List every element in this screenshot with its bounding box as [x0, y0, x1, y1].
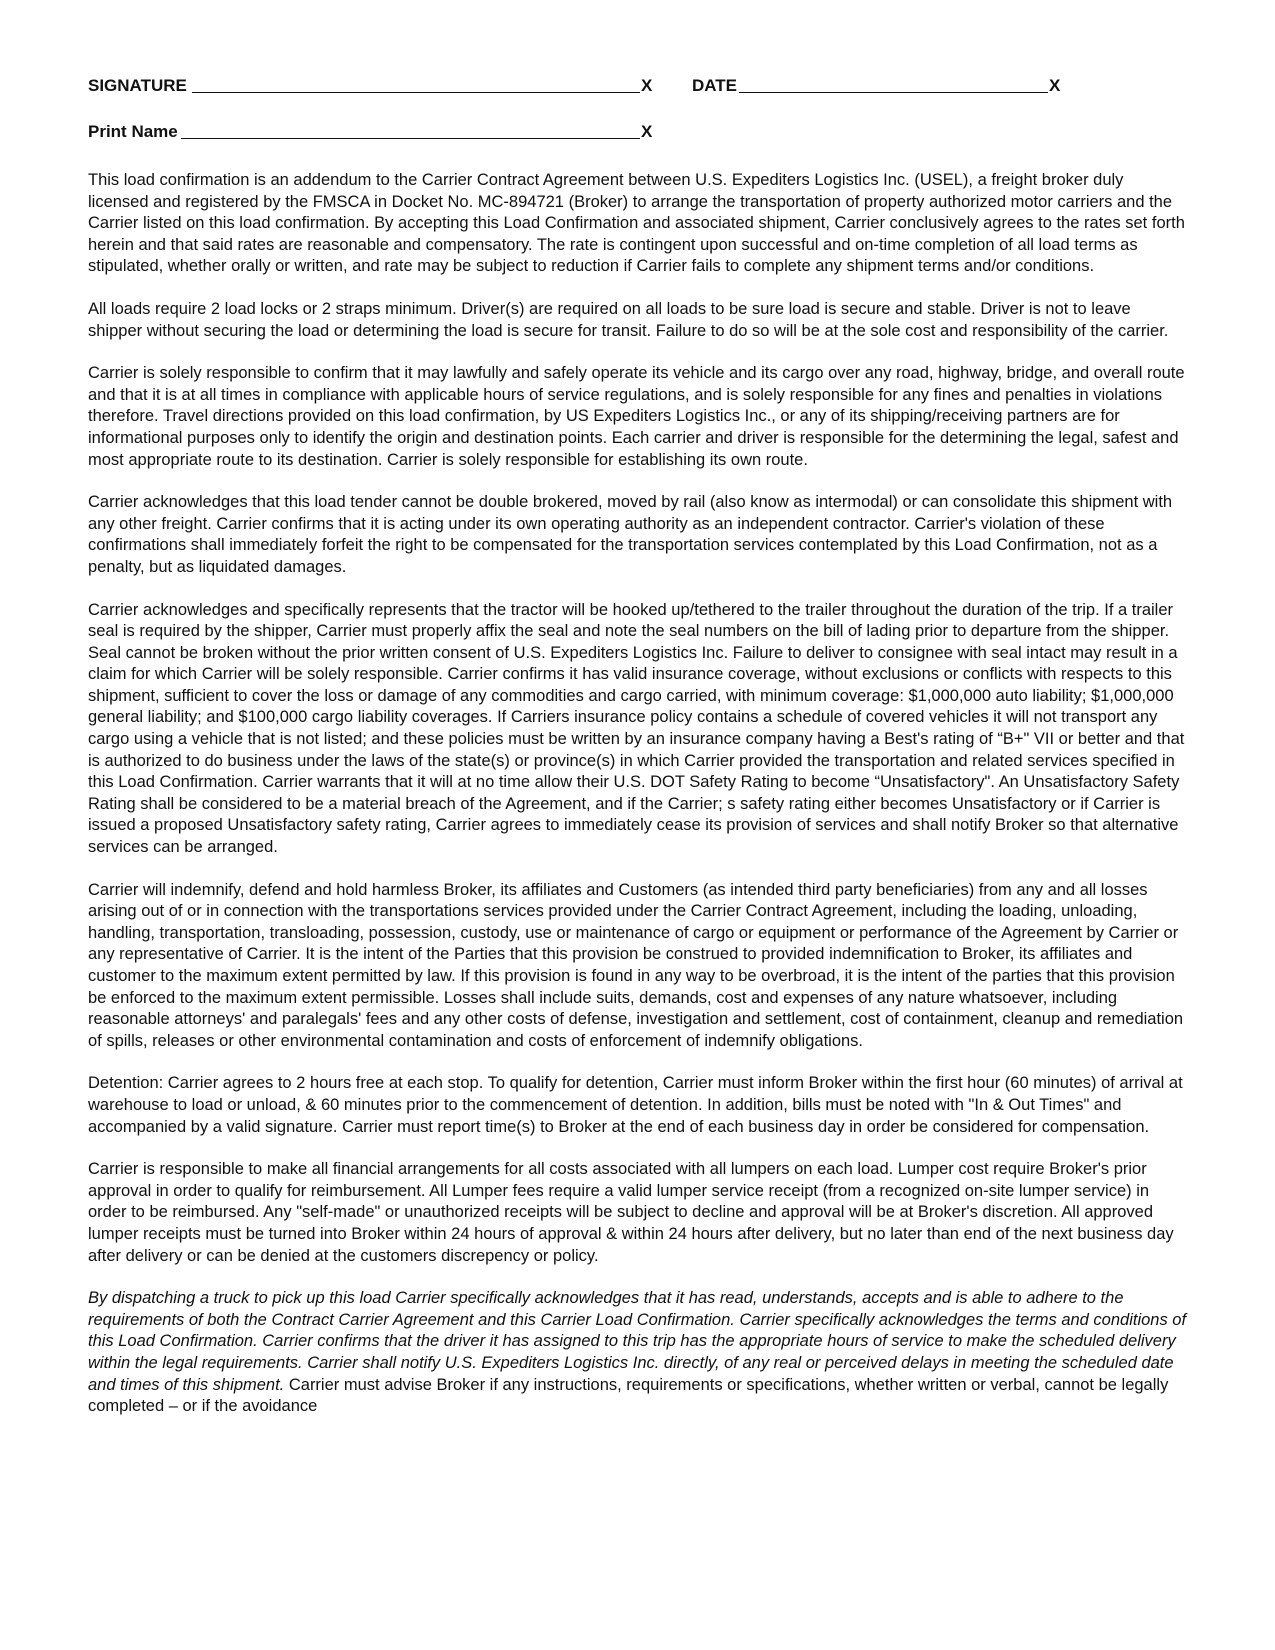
- paragraph-detention: Detention: Carrier agrees to 2 hours free at each stop. To qualify for detention, Carrier must inform Broker within the first hour (60 minutes) of arrival at warehouse to load or unload, & 60 minutes prior to the commencement of detention. In addition, bills must be noted with "In & Out Times" and accompanied by a valid signature. Carrier must report time(s) to Broker at the end of each business day in order be considered for compensation.: [88, 1074, 1183, 1136]
- date-x-mark: X: [1049, 76, 1061, 95]
- paragraph-load-securement: All loads require 2 load locks or 2 straps minimum. Driver(s) are required on all loads to be sure load is secure and stable. Driver is not to leave shipper without securing the load or determining the load is secure for transit. Failure to do so will be at the sole cost and responsibility of the carrier.: [88, 299, 1169, 340]
- date-line[interactable]: [739, 92, 1048, 93]
- paragraph-addendum: This load confirmation is an addendum to the Carrier Contract Agreement between U.S. Expediters Logistics Inc. (USEL), a freight broker duly licensed and registered by the FMSCA in Docket No. MC-894721 (Broker) to arrange the transportation of property authorized motor carriers and the Carrier listed on this load confirmation. By accepting this Load Confirmation and associated shipment, Carrier conclusively agrees to the rates set forth herein and that said rates are reasonable and compensatory. The rate is contingent upon successful and on-time completion of all load terms as stipulated, whether orally or written, and rate may be subject to reduction if Carrier fails to complete any shipment terms and/or conditions.: [88, 171, 1185, 276]
- paragraph-seal-insurance: Carrier acknowledges and specifically represents that the tractor will be hooked up/tethered to the trailer throughout the duration of the trip. If a trailer seal is required by the shipper, Carrier must properly affix the seal and note the seal numbers on the bill of lading prior to departure from the shipper. Seal cannot be broken without the prior written consent of U.S. Expediters Logistics Inc. Failure to deliver to consignee with seal intact may result in a claim for which Carrier will be solely responsible. Carrier confirms it has valid insurance coverage, without exclusions or conflicts with respects to this shipment, sufficient to cover the loss or damage of any commodities and cargo carried, with minimum coverage: $1,000,000 auto liability; $1,000,000 general liability; and $100,000 cargo liability coverages. If Carriers insurance policy contains a schedule of covered vehicles it will not transport any cargo using a vehicle that is not listed; and these policies must be written by an insurance company having a Best's rating of “B+" VII or better and that is authorized to do business under the laws of the state(s) or province(s) in which Carrier provided the transportation and related services specified in this Load Confirmation. Carrier warrants that it will at no time allow their U.S. DOT Safety Rating to become “Unsatisfactory". An Unsatisfactory Safety Rating shall be considered to be a material breach of the Agreement, and if the Carrier; s safety rating either becomes Unsatisfactory or if Carrier is issued a proposed Unsatisfactory safety rating, Carrier agrees to immediately cease its provision of services and shall notify Broker so that alternative services can be arranged.: [88, 600, 1185, 857]
- paragraph-double-brokering: Carrier acknowledges that this load tender cannot be double brokered, moved by rail (also know as intermodal) or can consolidate this shipment with any other freight. Carrier confirms that it is acting under its own operating authority as an independent contractor. Carrier's violation of these confirmations shall immediately forfeit the right to be compensated for the transportation services contemplated by this Load Confirmation, not as a penalty, but as liquidated damages.: [88, 493, 1173, 576]
- paragraph-route-responsibility: Carrier is solely responsible to confirm that it may lawfully and safely operate its vehicle and its cargo over any road, highway, bridge, and overall route and that it is at all times in compliance with applicable hours of service regulations, and is solely responsible for any fines and penalties in violations therefore. Travel directions provided on this load confirmation, by US Expediters Logistics Inc., or any of its shipping/receiving partners are for informational purposes only to identify the origin and destination points. Each carrier and driver is responsible for the determining the legal, safest and most appropriate route to its destination. Carrier is solely responsible for establishing its own route.: [88, 364, 1185, 469]
- signature-line[interactable]: [192, 92, 640, 93]
- paragraph-dispatch-regular: Carrier must advise Broker if any instructions, requirements or specifications, whether written or verbal, cannot be legally completed – or if the avoidance: [88, 1375, 1169, 1416]
- paragraph-indemnification: Carrier will indemnify, defend and hold harmless Broker, its affiliates and Customers (as intended third party beneficiaries) from any and all losses arising out of or in connection with the transportations services provided under the Carrier Contract Agreement, including the loading, unloading, handling, transportation, transloading, possession, custody, use or maintenance of cargo or equipment or performance of the Agreement by Carrier or any representative of Carrier. It is the intent of the Parties that this provision be construed to provided indemnification to Broker, its affiliates and customer to the maximum extent permitted by law. If this provision is found in any way to be overbroad, it is the intent of the parties that this provision be enforced to the maximum extent permissible. Losses shall include suits, demands, cost and expenses of any nature whatsoever, including reasonable attorneys' and paralegals' fees and any other costs of defense, investigation and settlement, cost of containment, cleanup and remediation of spills, releases or other environmental contamination and costs of enforcement of indemnify obligations.: [88, 880, 1184, 1050]
- print-name-label: Print Name: [88, 122, 178, 141]
- paragraph-dispatch-italic: By dispatching a truck to pick up this load Carrier specifically acknowledges that it has read, understands, accepts and is able to adhere to the requirements of both the Contract Carrier Agreement and this Carrier Load Confirmation. Carrier specifically acknowledges the terms and conditions of this Load Confirmation. Carrier confirms that the driver it has assigned to this trip has the appropriate hours of service to make the scheduled delivery within the legal requirements. Carrier shall notify U.S. Expediters Logistics Inc. directly, of any real or perceived delays in meeting the scheduled date and times of this shipment.: [88, 1289, 1187, 1394]
- date-label: DATE: [692, 76, 738, 95]
- document-page: [88, 70, 1188, 1439]
- print-name-row: [88, 116, 1188, 146]
- signature-row: [88, 70, 1188, 100]
- paragraph-dispatch-acknowledgement: [88, 1288, 1188, 1418]
- signature-label: SIGNATURE: [88, 76, 187, 95]
- print-name-x-mark: X: [641, 122, 653, 141]
- print-name-line[interactable]: [181, 138, 640, 139]
- paragraph-lumpers: Carrier is responsible to make all financial arrangements for all costs associated with all lumpers on each load. Lumper cost require Broker's prior approval in order to qualify for reimbursement. All Lumper fees require a valid lumper service receipt (from a recognized on-site lumper service) in order to be reimbursed. Any "self-made" or unauthorized receipts will be subject to decline and approval will be at Broker's discretion. All approved lumper receipts must be turned into Broker within 24 hours of approval & within 24 hours after delivery, but no later than end of the next business day after delivery or can be denied at the customers discrepency or policy.: [88, 1160, 1174, 1265]
- signature-x-mark: X: [641, 76, 653, 95]
- terms-body: [88, 170, 1188, 1418]
